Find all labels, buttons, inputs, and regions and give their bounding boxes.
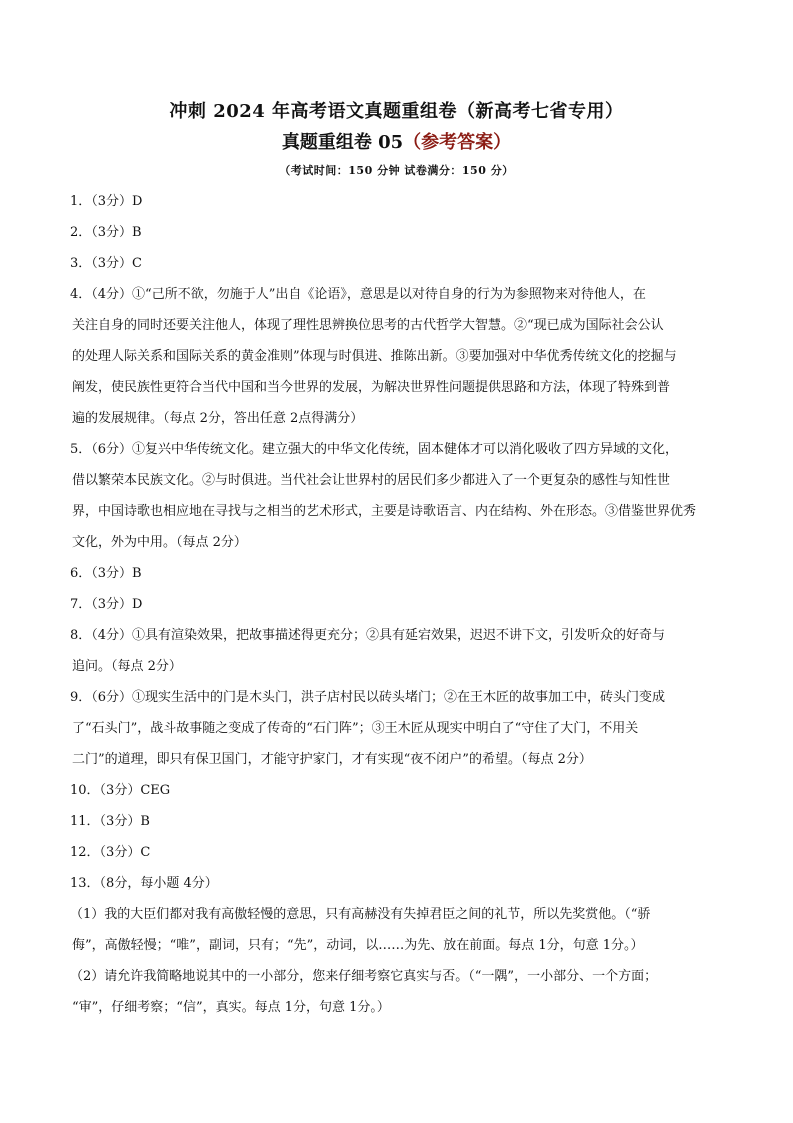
subtitle-answer-key-label: （参考答案） <box>403 132 512 153</box>
answer-line: 遍的发展规律。（每点 2分，答出任意 2点得满分） <box>72 411 364 426</box>
answer-item <box>70 837 724 868</box>
answer-line: 阐发，使民族性更符合当代中国和当今世界的发展，为解决世界性问题提供思路和方法，体现了特殊到普 <box>72 380 671 395</box>
answer-item <box>70 775 724 806</box>
document-subtitle <box>0 128 793 154</box>
answer-list <box>70 186 724 1023</box>
answer-line: 7．（3分）D <box>70 597 143 612</box>
answer-line: 3．（3分）C <box>70 256 142 271</box>
answer-line: 二门”的道理，即只有保卫国门，才能守护家门，才有实现“夜不闭户”的希望。（每点 2分） <box>72 752 592 767</box>
answer-line: 9．（6分）①现实生活中的门是木头门，洪子店村民以砖头堵门；②在王木匠的故事加工中，砖头门变成 <box>70 690 666 705</box>
answer-line: 文化，外为中用。（每点 2分） <box>72 535 247 550</box>
answer-line: （1）我的大臣们都对我有高傲轻慢的意思，只有高赫没有失掉君臣之间的礼节，所以先奖赏他。（“骄 <box>70 907 651 922</box>
answer-item <box>70 434 724 558</box>
answer-line: 关注自身的同时还要关注他人，体现了理性思辨换位思考的古代哲学大智慧。②“现已成为国际社会公认 <box>72 318 664 333</box>
answer-line: “审”，仔细考察；“信”，真实。每点 1分，句意 1分。） <box>72 1000 390 1015</box>
answer-item <box>70 620 724 682</box>
answer-line: 13．（8分，每小题 4分） <box>70 876 218 891</box>
answer-item <box>70 961 724 1023</box>
document-title: 冲刺 2024 年高考语文真题重组卷（新高考七省专用） <box>169 101 624 122</box>
answer-line: 6．（3分）B <box>70 566 142 581</box>
answer-line: 借以繁荣本民族文化。②与时俱进。当代社会让世界村的居民们多少都进入了一个更复杂的感性与知性世 <box>72 473 671 488</box>
answer-line: 1．（3分）D <box>70 194 143 209</box>
answer-line: 侮”，高傲轻慢；“唯”，副词，只有；“先”，动词，以……为先、放在前面。每点 1分，句意 1分。） <box>72 938 644 953</box>
answer-line: 的处理人际关系和国际关系的黄金准则”体现与时俱进、推陈出新。③要加强对中华优秀传统文化的挖掘与 <box>72 349 677 364</box>
answer-item <box>70 186 724 217</box>
answer-item <box>70 279 724 434</box>
answer-line: 4．（4分）①“己所不欲，勿施于人”出自《论语》，意思是以对待自身的行为为参照物来对待他人，在 <box>70 287 646 302</box>
answer-item <box>70 558 724 589</box>
answer-line: 11．（3分）B <box>70 814 150 829</box>
answer-item <box>70 248 724 279</box>
exam-info: （考试时间：150 分钟 试卷满分：150 分） <box>279 164 514 177</box>
answer-item <box>70 682 724 775</box>
answer-item <box>70 589 724 620</box>
answer-item <box>70 899 724 961</box>
subtitle-main: 真题重组卷 05 <box>281 132 404 153</box>
answer-line: 了“石头门”，战斗故事随之变成了传奇的“石门阵”；③王木匠从现实中明白了“守住了大门，不用关 <box>72 721 639 736</box>
answer-line: （2）请允许我简略地说其中的一小部分，您来仔细考察它真实与否。（“一隅”，一小部分、一个方面； <box>70 969 658 984</box>
answer-line: 界，中国诗歌也相应地在寻找与之相当的艺术形式，主要是诗歌语言、内在结构、外在形态。③借鉴世界优秀 <box>72 504 697 519</box>
answer-line: 12．（3分）C <box>70 845 151 860</box>
answer-line: 2．（3分）B <box>70 225 142 240</box>
answer-line: 10．（3分）CEG <box>70 783 171 798</box>
answer-item <box>70 806 724 837</box>
answer-line: 8．（4分）①具有渲染效果，把故事描述得更充分；②具有延宕效果，迟迟不讲下文，引发听众的好奇与 <box>70 628 666 643</box>
answer-line: 追问。（每点 2分） <box>72 659 182 674</box>
answer-item <box>70 868 724 899</box>
answer-line: 5．（6分）①复兴中华传统文化。建立强大的中华文化传统，固本健体才可以消化吸收了四方异域的文化， <box>70 442 679 457</box>
answer-item <box>70 217 724 248</box>
